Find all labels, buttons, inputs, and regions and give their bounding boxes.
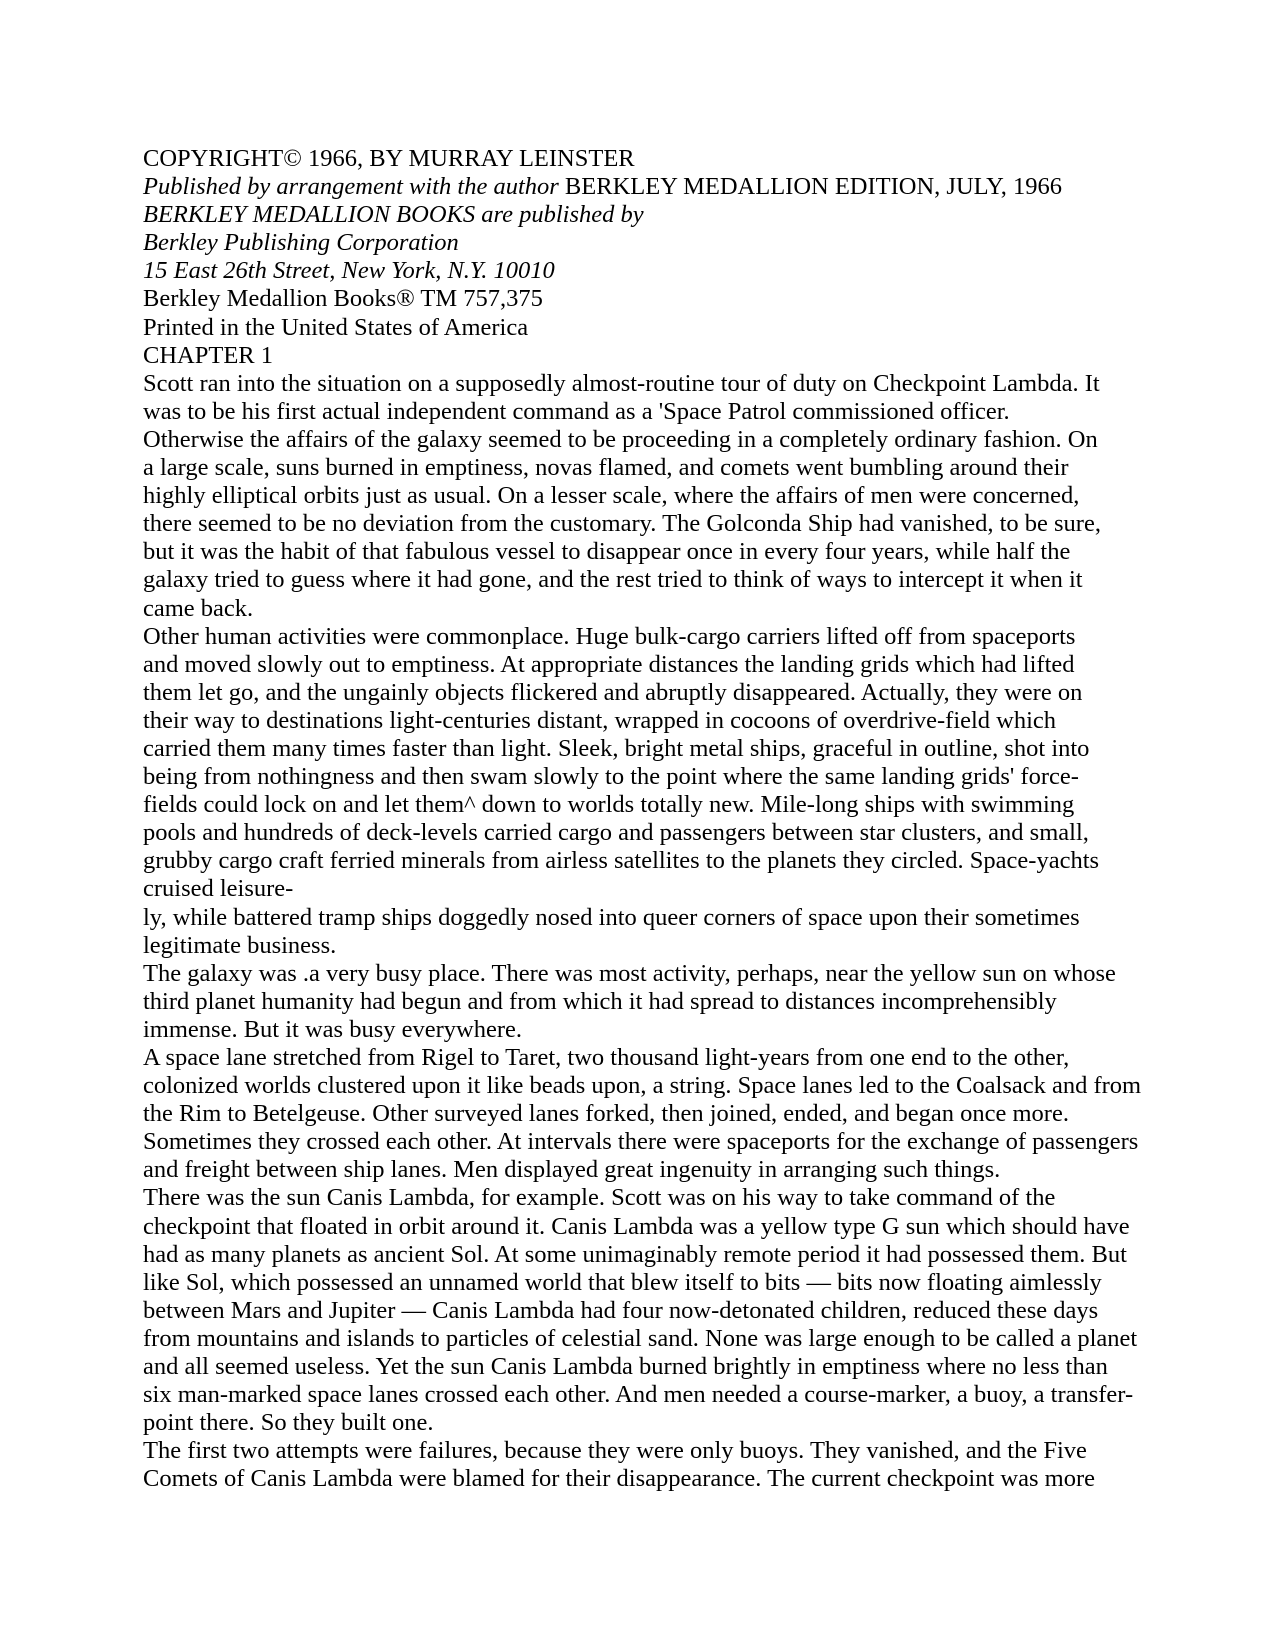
text-line bbox=[143, 1156, 1153, 1184]
text-line bbox=[143, 510, 1153, 538]
italic-text-segment: Berkley Publishing Corporation bbox=[143, 229, 459, 257]
text-segment: from mountains and islands to particles of celestial sand. None was large enough to be called a planet bbox=[143, 1324, 1138, 1352]
text-segment: Other human activities were commonplace. Huge bulk-cargo carriers lifted off from spaceports bbox=[143, 622, 1076, 650]
text-line bbox=[143, 932, 1153, 960]
text-segment: was to be his first actual independent command as a 'Space Patrol commissioned officer. bbox=[143, 397, 1010, 425]
text-segment: grubby cargo craft ferried minerals from airless satellites to the planets they circled. Space-yachts bbox=[143, 847, 1100, 875]
italic-text-segment: BERKLEY MEDALLION BOOKS are published by bbox=[143, 201, 644, 229]
text-line bbox=[143, 847, 1153, 875]
text-line bbox=[143, 229, 1153, 257]
text-body bbox=[143, 145, 1153, 1494]
text-segment: CHAPTER 1 bbox=[143, 341, 274, 369]
text-segment: A space lane stretched from Rigel to Taret, two thousand light-years from one end to the other, bbox=[143, 1044, 1070, 1071]
text-segment: Comets of Canis Lambda were blamed for their disappearance. The current checkpoint was more bbox=[143, 1465, 1095, 1493]
text-line bbox=[143, 707, 1153, 735]
text-segment: Berkley Medallion Books® TM 757,375 bbox=[143, 285, 543, 313]
text-line bbox=[143, 1297, 1153, 1325]
text-segment: between Mars and Jupiter — Canis Lambda had four now-detonated children, reduced these days bbox=[143, 1296, 1099, 1324]
text-line bbox=[143, 960, 1153, 988]
text-line bbox=[143, 538, 1153, 566]
text-line bbox=[143, 1409, 1153, 1437]
text-line bbox=[143, 988, 1153, 1016]
text-segment: Printed in the United States of America bbox=[143, 313, 529, 341]
text-segment: Scott ran into the situation on a supposedly almost-routine tour of duty on Checkpoint Lambda. It bbox=[143, 369, 1100, 397]
text-segment: checkpoint that floated in orbit around it. Canis Lambda was a yellow type G sun which should have bbox=[143, 1212, 1130, 1240]
text-line bbox=[143, 482, 1153, 510]
text-line bbox=[143, 454, 1153, 482]
text-segment: came back. bbox=[143, 594, 254, 622]
text-segment: there seemed to be no deviation from the customary. The Golconda Ship had vanished, to be sure, bbox=[143, 510, 1101, 538]
text-segment: their way to destinations light-centuries distant, wrapped in cocoons of overdrive-field which bbox=[143, 706, 1057, 734]
text-segment: and freight between ship lanes. Men displayed great ingenuity in arranging such things. bbox=[143, 1156, 1001, 1184]
text-line bbox=[143, 1381, 1153, 1409]
text-line bbox=[143, 679, 1153, 707]
text-line bbox=[143, 763, 1153, 791]
text-line bbox=[143, 201, 1153, 229]
text-segment: and all seemed useless. Yet the sun Canis Lambda burned brightly in emptiness where no less than bbox=[143, 1353, 1108, 1381]
text-line bbox=[143, 566, 1153, 594]
text-segment: immense. But it was busy everywhere. bbox=[143, 1015, 522, 1043]
text-line bbox=[143, 285, 1153, 313]
text-line bbox=[143, 173, 1153, 201]
text-line bbox=[143, 257, 1153, 285]
text-segment: highly elliptical orbits just as usual. On a lesser scale, where the affairs of men were concerned, bbox=[143, 482, 1080, 510]
text-line bbox=[143, 314, 1153, 342]
text-line bbox=[143, 1044, 1153, 1072]
text-line bbox=[143, 370, 1153, 398]
text-segment: point there. So they built one. bbox=[143, 1409, 434, 1437]
text-line bbox=[143, 791, 1153, 819]
text-segment: being from nothingness and then swam slowly to the point where the same landing grids' force- bbox=[143, 763, 1079, 791]
text-segment: six man-marked space lanes crossed each other. And men needed a course-marker, a buoy, a transfer- bbox=[143, 1381, 1134, 1409]
italic-text-segment: 15 East 26th Street, New York, N.Y. 10010 bbox=[143, 257, 555, 285]
text-segment: a large scale, suns burned in emptiness, novas flamed, and comets went bumbling around their bbox=[143, 454, 1069, 482]
text-line bbox=[143, 1184, 1153, 1212]
text-line bbox=[143, 1016, 1153, 1044]
text-segment: fields could lock on and let them^ down to worlds totally new. Mile-long ships with swimming bbox=[143, 791, 1075, 819]
text-line bbox=[143, 1100, 1153, 1128]
text-line bbox=[143, 651, 1153, 679]
text-segment: them let go, and the ungainly objects flickered and abruptly disappeared. Actually, they were on bbox=[143, 678, 1083, 706]
text-segment: Sometimes they crossed each other. At intervals there were spaceports for the exchange of passengers bbox=[143, 1128, 1139, 1156]
text-segment: BERKLEY MEDALLION EDITION, JULY, 1966 bbox=[558, 173, 1062, 201]
text-line bbox=[143, 623, 1153, 651]
text-segment: legitimate business. bbox=[143, 931, 337, 959]
text-line bbox=[143, 1128, 1153, 1156]
text-segment: cruised leisure- bbox=[143, 875, 294, 903]
text-line bbox=[143, 1072, 1153, 1100]
text-segment: the Rim to Betelgeuse. Other surveyed lanes forked, then joined, ended, and began once more. bbox=[143, 1100, 1069, 1128]
text-segment: galaxy tried to guess where it had gone, and the rest tried to think of ways to intercept it when it bbox=[143, 566, 1083, 594]
text-line bbox=[143, 145, 1153, 173]
text-segment: had as many planets as ancient Sol. At some unimaginably remote period it had possessed them. But bbox=[143, 1240, 1127, 1268]
text-segment: There was the sun Canis Lambda, for example. Scott was on his way to take command of the bbox=[143, 1184, 1056, 1212]
text-line bbox=[143, 735, 1153, 763]
text-segment: carried them many times faster than light. Sleek, bright metal ships, graceful in outline, shot into bbox=[143, 734, 1090, 762]
text-line bbox=[143, 342, 1153, 370]
text-segment: third planet humanity had begun and from which it had spread to distances incomprehensibly bbox=[143, 987, 1057, 1015]
text-line bbox=[143, 1269, 1153, 1297]
text-line bbox=[143, 1325, 1153, 1353]
text-line bbox=[143, 1437, 1153, 1465]
text-segment: but it was the habit of that fabulous vessel to disappear once in every four years, while half the bbox=[143, 538, 1071, 566]
text-segment: pools and hundreds of deck-levels carried cargo and passengers between star clusters, and small, bbox=[143, 819, 1089, 847]
text-line bbox=[143, 819, 1153, 847]
text-line bbox=[143, 595, 1153, 623]
text-segment: colonized worlds clustered upon it like beads upon, a string. Space lanes led to the Coalsack and from bbox=[143, 1072, 1142, 1100]
text-line bbox=[143, 875, 1153, 903]
italic-text-segment: Published by arrangement with the author bbox=[143, 173, 559, 201]
text-segment: ly, while battered tramp ships doggedly nosed into queer corners of space upon their sometimes bbox=[143, 903, 1080, 931]
text-segment: COPYRIGHT© 1966, BY MURRAY LEINSTER bbox=[143, 145, 635, 172]
text-segment: like Sol, which possessed an unnamed world that blew itself to bits — bits now floating aimlessly bbox=[143, 1268, 1102, 1296]
text-line bbox=[143, 1213, 1153, 1241]
text-segment: The first two attempts were failures, because they were only buoys. They vanished, and the Five bbox=[143, 1437, 1087, 1465]
text-segment: Otherwise the affairs of the galaxy seemed to be proceeding in a completely ordinary fashion. On bbox=[143, 425, 1098, 453]
text-line bbox=[143, 904, 1153, 932]
text-line bbox=[143, 398, 1153, 426]
text-segment: The galaxy was .a very busy place. There was most activity, perhaps, near the yellow sun on whose bbox=[143, 959, 1116, 987]
text-segment: and moved slowly out to emptiness. At appropriate distances the landing grids which had lifted bbox=[143, 650, 1075, 678]
text-line bbox=[143, 1465, 1153, 1493]
text-line bbox=[143, 1241, 1153, 1269]
text-line bbox=[143, 426, 1153, 454]
text-line bbox=[143, 1353, 1153, 1381]
